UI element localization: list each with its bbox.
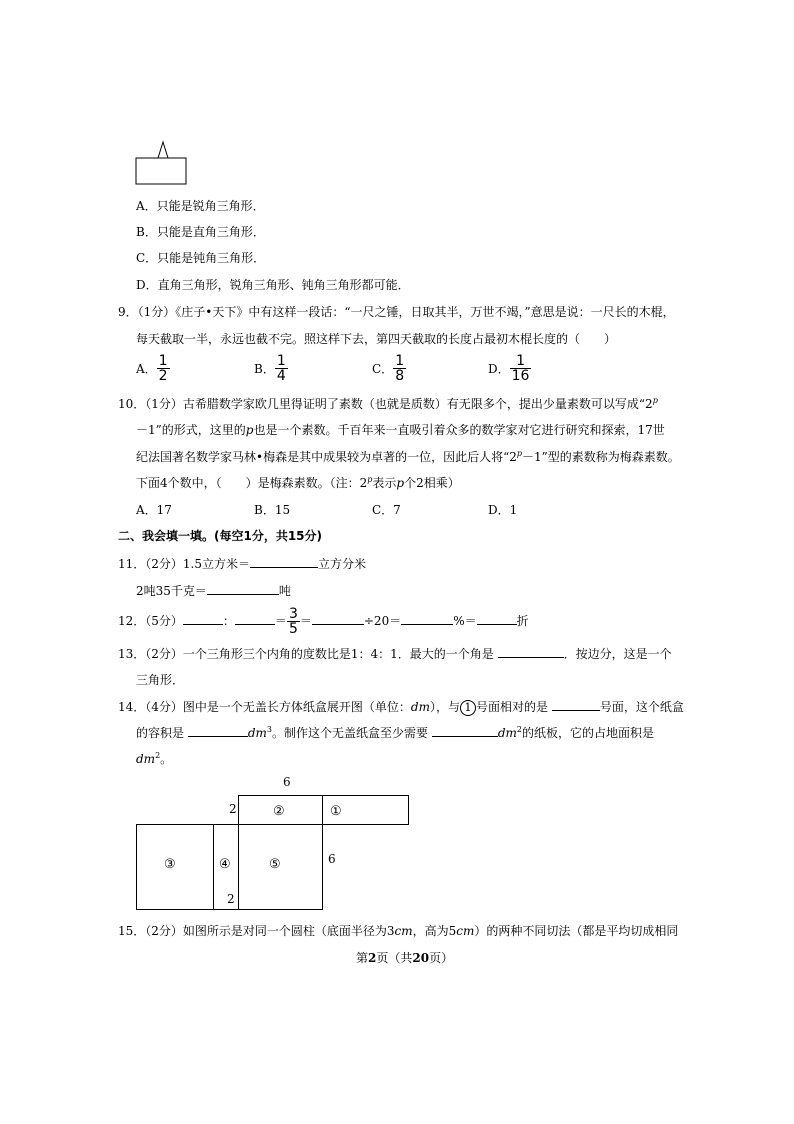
q12-blank-3[interactable] [312, 612, 364, 625]
q9-option-c: C． $\frac{1}{8}$ [372, 353, 405, 384]
q10-line4: 下面4个数中，（ ）是梅森素数。（注：2$^p$表示p个2相乘） [136, 475, 460, 490]
net-label-right: 6 [328, 852, 336, 866]
q8-option-a: A．只能是锐角三角形． [136, 199, 265, 213]
q12-blank-5[interactable] [477, 612, 517, 625]
q14-line1: 14．（4分）图中是一个无盖长方体纸盒展开图（单位：dm），与 1 号面相对的是 号面，这个纸盒 [118, 700, 684, 714]
q9-option-b: B． $\frac{1}{4}$ [254, 353, 286, 384]
q8-option-d: D．直角三角形，锐角三角形、钝角三角形都可能． [136, 278, 410, 292]
q11-line2: 2吨35千克＝ 吨 [136, 584, 291, 598]
q9-line1: 9．（1分）《庄子•天下》中有这样一段话：“一尺之锤，日取其半，万世不竭，”意思是说：一尺长的木棍， [118, 305, 675, 319]
q10-line3: 纪法国著名数学家马林•梅森是其中成果较为卓著的一位，因此后人将“$2^p-1$”型的素数称为梅森素数。 [136, 449, 680, 464]
face-1-marker: 1 [460, 700, 476, 716]
q12-fraction: $\frac{3}{5}$ [288, 606, 298, 637]
net-face-2-label: ② [273, 804, 285, 819]
q10-option-a: A．17 [136, 503, 172, 517]
q14-line2: 的容积是 $dm^3$。制作这个无盖纸盒至少需要 $dm^2$的纸板，它的占地面积是 [136, 725, 655, 740]
net-label-top: 6 [283, 775, 291, 789]
q8-option-b: B．只能是直角三角形． [136, 225, 265, 239]
q10-option-b: B．15 [254, 503, 291, 517]
q12-blank-2[interactable] [235, 612, 275, 625]
section-2-heading: 二、我会填一填。(每空1分，共15分) [118, 529, 323, 543]
net-face-5-label: ⑤ [269, 857, 281, 872]
q10-option-d: D．1 [488, 503, 518, 517]
q11-line1: 11．（2分）1.5立方米＝ 立方分米 [118, 557, 367, 571]
net-label-bottom: 2 [227, 892, 235, 906]
q10-option-c: C．7 [372, 503, 401, 517]
q10-line2: －1”的形式，这里的p也是一个素数。千百年来一直吸引着众多的数学家对它进行研究和探索，17世 [136, 423, 665, 437]
q14-blank-1[interactable] [552, 698, 600, 711]
q8-figure [135, 140, 189, 186]
q10-line1: 10．（1分）古希腊数学家欧几里得证明了素数（也就是质数）有无限多个，提出少量素数可以写成“2$^p$ [118, 396, 658, 411]
q11-blank-2[interactable] [207, 582, 279, 595]
q12-line: 12．（5分） ： ＝ $\frac{3}{5}$ ＝ ÷20＝ %＝ 折 [118, 606, 529, 637]
q13-blank-1[interactable] [498, 645, 564, 658]
q11-blank-1[interactable] [250, 555, 318, 568]
q8-option-c: C．只能是钝角三角形． [136, 251, 266, 265]
net-label-left: 2 [229, 802, 237, 816]
q12-blank-4[interactable] [401, 612, 453, 625]
q13-line2: 三角形． [136, 673, 185, 687]
q13-line1: 13．（2分）一个三角形三个内角的度数比是1：4：1．最大的一个角是 ．按边分，这是一个 [118, 647, 672, 661]
q12-blank-1[interactable] [183, 612, 223, 625]
q14-blank-3[interactable] [432, 724, 498, 737]
net-face-1-label: ① [330, 804, 342, 819]
q14-blank-2[interactable] [188, 724, 248, 737]
net-face-3-label: ③ [164, 857, 176, 872]
q15-line1: 15．（2分）如图所示是对同一个圆柱（底面半径为3cm，高为5cm）的两种不同切法（都是平均切成相同 [118, 924, 679, 938]
q9-line2: 每天截取一半，永远也截不完。照这样下去，第四天截取的长度占最初木棍长度的（ ） [136, 332, 617, 346]
net-face-4-label: ④ [219, 857, 231, 872]
q14-line3: $dm^2$。 [136, 751, 173, 766]
q9-option-d: D． $\frac{1}{16}$ [488, 353, 530, 384]
page-footer: 第2页（共20页） [356, 951, 454, 965]
q9-option-a: A． $\frac{1}{2}$ [136, 353, 168, 384]
